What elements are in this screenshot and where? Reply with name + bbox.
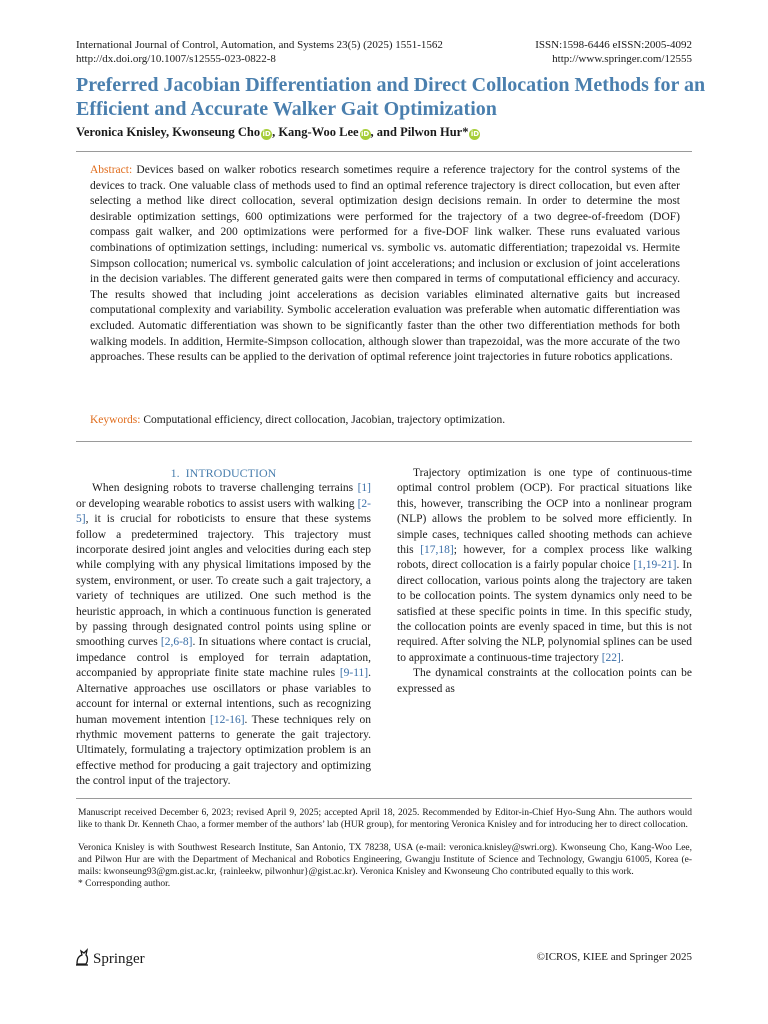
citation-link[interactable]: [9-11] <box>339 667 369 680</box>
right-column <box>397 466 692 697</box>
citation-link[interactable]: [2-5] <box>76 497 371 526</box>
paragraph-intro-3: The dynamical constraints at the collocation points can be expressed as <box>397 667 692 695</box>
keywords-label: Keywords: <box>90 414 141 426</box>
citation-link[interactable]: [17,18] <box>420 544 454 557</box>
springer-logo <box>74 948 145 969</box>
footnote-corresponding: * Corresponding author. <box>78 879 171 890</box>
journal-citation: International Journal of Control, Automation, and Systems 23(5) (2025) 1551-1562 <box>76 39 443 51</box>
left-column <box>76 466 371 790</box>
abstract <box>90 163 680 366</box>
section-heading: 1. INTRODUCTION <box>170 466 277 480</box>
keywords <box>90 413 680 429</box>
citation-link[interactable]: [1] <box>357 482 371 495</box>
author-list <box>76 124 696 140</box>
author-names-3: , and Pilwon Hur* <box>370 125 469 139</box>
abstract-text: Devices based on walker robotics research sometimes require a reference trajectory for the control systems of the devices to track. One valuable class of methods used to find an optimal reference trajectory is direct collocation, but even after selecting a method like direct collocation, several optimization design decisions remain. In order to determine the most desirable optimization settings, 600 optimizations were performed for the trajectory of a two degree-of-freedom (DOF) compass gait walker, and 200 optimizations were performed for a five-DOF link walker. These runs evaluated various combinations of optimization settings, including: numerical vs. symbolic vs. automatic differentiation; trapezoidal vs. Hermite Simpson collocation; numerical vs. symbolic calculation of joint accelerations; and inclusion or exclusion of joint accelerations in the decision variables. The different generated gaits were then compared in terms of computational efficiency and accuracy. The results showed that including joint accelerations as decision variables eliminated alternative gaits but increased computational complexity and variability. Symbolic acceleration evaluation was preferable when automatic differentiation was excluded. Automatic differentiation was shown to be significantly faster than the other two differentiation methods for both walking models. In addition, Hermite-Simpson collocation, although slower than trapezoidal, was the more accurate of the two approaches. These results can be applied to the derivation of optimal reference joint trajectories in future robotics applications. <box>90 164 680 364</box>
paper-title: Preferred Jacobian Differentiation and Direct Collocation Methods for an Efficient and Accurate Walker Gait Optimization <box>76 74 706 120</box>
doi-link[interactable]: http://dx.doi.org/10.1007/s12555-023-0822-8 <box>76 53 276 65</box>
issn: ISSN:1598-6446 eISSN:2005-4092 <box>535 39 692 51</box>
springer-horse-icon <box>74 948 90 966</box>
keywords-text: Computational efficiency, direct collocation, Jacobian, trajectory optimization. <box>140 414 506 426</box>
paragraph-intro-2: Trajectory optimization is one type of continuous-time optimal control problem (OCP). For practical situations like this, however, transcribing the OCP into a nonlinear program (NLP) allows the problem to be solved more efficiently. In simple cases, techniques called shooting methods can achieve this [17,18]; however, for a complex process like walking robots, direct collocation is a fairly popular choice [1,19-21]. In direct collocation, various points along the trajectory are taken to be collocation points. The system dynamics only need to be satisfied at these specific points in time. In this specific study, the collocation points are evenly spaced in time, but this is not required. After solving the NLP, polynomial splines can be used to approximate a continuous-time trajectory [22]. <box>397 467 692 664</box>
orcid-icon[interactable]: iD <box>360 130 370 138</box>
copyright: ©ICROS, KIEE and Springer 2025 <box>536 951 692 963</box>
divider-footnotes <box>76 798 692 799</box>
orcid-icon[interactable]: iD <box>470 130 480 138</box>
divider-top <box>76 151 692 152</box>
running-header-right <box>535 38 692 66</box>
citation-link[interactable]: [1,19-21] <box>633 559 677 572</box>
citation-link[interactable]: [22] <box>601 651 621 664</box>
footnotes <box>78 807 692 891</box>
paragraph-intro-1: When designing robots to traverse challenging terrains [1] or developing wearable robotics to assist users with walking [2-5], it is crucial for roboticists to ensure that these systems follow a predetermined trajectory. This trajectory must incorporate desired joint angles and velocities during each step while complying with any physical limitations imposed by the system, environment, or user. To create such a gait trajectory, a variety of techniques are utilized. One such method is the heuristic approach, in which a continuous function is generated by passing through designated control points using spline or smoothing curves [2,6-8]. In situations where contact is crucial, impedance control is employed for terrain adaptation, accompanied by appropriate finite state machine rules [9-11]. Alternative approaches use oscillators or phase variables to account for internal or external intentions, such as recognizing human movement intention [12-16]. These techniques rely on rhythmic movement patterns to generate the gait trajectory. Ultimately, formulating a trajectory optimization problem is an effective method for producing a gait trajectory and optimizing the control input of the trajectory. <box>76 482 371 788</box>
citation-link[interactable]: [12-16] <box>210 713 245 726</box>
footnote-affiliations: Veronica Knisley is with Southwest Research Institute, San Antonio, TX 78238, USA (e-mail: veronica.knisley@swri.org). Kwonseung Cho, Kang-Woo Lee, and Pilwon Hur are with the Department of Mechanical and Robotics Engineering, Gwangju Institute of Science and Technology, Gwangju 61005, Korea (e-mails: kwonseung93@gm.gist.ac.kr, {rainleekw, pilwonhur}@gist.ac.kr). Veronica Knisley and Kwonseung Cho contributed equally to this work. <box>78 842 692 878</box>
abstract-label: Abstract: <box>90 164 133 176</box>
author-names-1: Veronica Knisley, Kwonseung Cho <box>76 125 261 139</box>
citation-link[interactable]: [2,6-8] <box>160 636 193 649</box>
divider-abstract <box>76 441 692 442</box>
running-header-left <box>76 38 443 66</box>
author-names-2: , Kang-Woo Lee <box>272 125 359 139</box>
publisher-name: Springer <box>93 951 145 967</box>
footnote-received: Manuscript received December 6, 2023; revised April 9, 2025; accepted April 18, 2025. Recommended by Editor-in-Chief Hyo-Sung Ahn. The authors would like to thank Dr. Kenneth Chao, a former member of the authors’ lab (HUR group), for mentoring Veronica Knisley and for introducing her to direct collocation. <box>78 808 692 831</box>
journal-url[interactable]: http://www.springer.com/12555 <box>552 53 692 65</box>
orcid-icon[interactable]: iD <box>262 130 271 138</box>
